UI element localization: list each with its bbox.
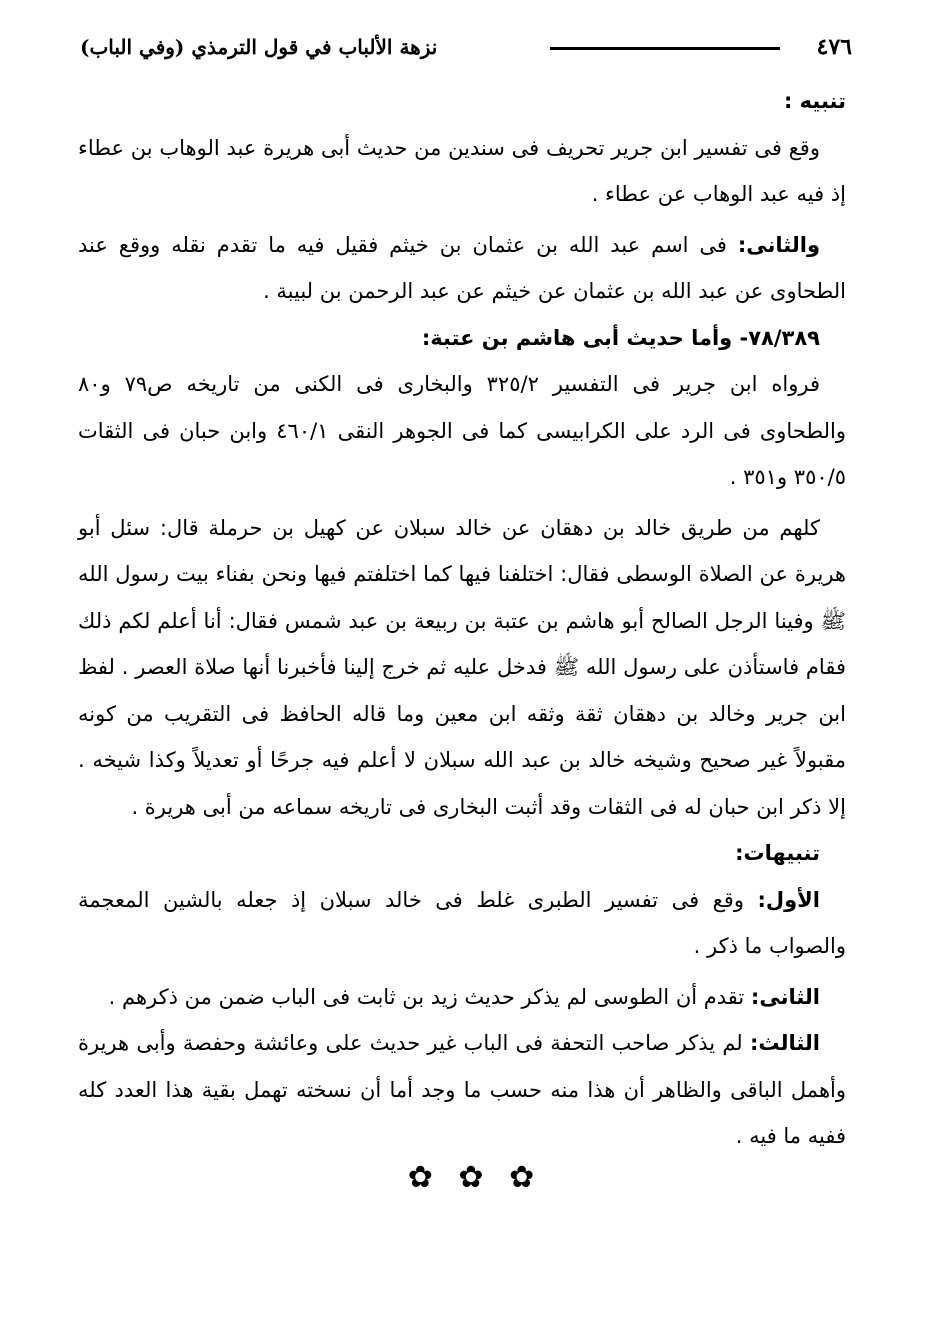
end-ornament: ✿ ✿ ✿ [407, 1160, 543, 1195]
tanbih-paragraph-1: وقع فى تفسير ابن جرير تحريف فى سندين من حديث أبى هريرة عبد الوهاب بن عطاء إذ فيه عبد الوهاب عن عطاء . [78, 135, 846, 206]
note-second-lead: الثانى: [750, 984, 820, 1009]
note-third [78, 1020, 846, 1160]
hadith-paragraph-2: كلهم من طريق خالد بن دهقان عن خالد سبلان عن كهيل بن حرملة قال: سئل أبو هريرة عن الصلاة الوسطى فقال: اختلفنا فيها كما اختلفتم فيها ونحن بفناء بيت رسول الله ﷺ وفينا الرجل الصالح أبو هاشم بن عتبة بن ربيعة بن عبد شمس فقال: أنا أعلم لكم ذلك فقام فاستأذن على رسول الله ﷺ فدخل عليه ثم خرج إلينا فأخبرنا أنها صلاة العصر . لفظ ابن جرير وخالد بن دهقان ثقة وثقه ابن معين وما قاله الحافظ فى التقريب من كونه مقبولاً غير صحيح وشيخه خالد بن عبد الله سبلان لا أعلم فيه جرحًا أو تعديلاً وكذا شيخه . إلا ذكر ابن حبان له فى الثقات وقد أثبت البخارى فى تاريخه سماعه من أبى هريرة . [78, 515, 846, 819]
note-second [78, 974, 846, 1021]
note-first-lead: الأول: [757, 887, 820, 912]
note-second-text: تقدم أن الطوسى لم يذكر حديث زيد بن ثابت فى الباب ضمن من ذكرهم . [108, 984, 751, 1009]
page-header [80, 30, 852, 66]
page-number: ٤٧٦ [816, 34, 852, 60]
note-third-lead: الثالث: [749, 1031, 820, 1055]
page-body [78, 78, 846, 1160]
note-third-text: لم يذكر صاحب التحفة فى الباب غير حديث على وعائشة وحفصة وأبى هريرة وأهمل الباقى والظاهر أن هذا منه حسب ما وجد أما أن نسخته تهمل بقية هذا العدد كله ففيه ما فيه . [78, 1031, 846, 1148]
tanbih-heading: تنبيه : [783, 89, 846, 113]
tanbih-paragraph-2 [78, 222, 846, 315]
hadith-paragraph-1: فرواه ابن جرير فى التفسير ٣٢٥/٢ والبخارى فى الكنى من تاريخه ص٧٩ و٨٠ والطحاوى فى الرد على الكرابيسى كما فى الجوهر النقى ٤٦٠/١ وابن حبان فى الثقات ٣٥٠/٥ و٣٥١ . [78, 372, 846, 489]
tanbih-paragraph-2-text: فى اسم عبد الله بن عثمان بن خيثم فقيل فيه ما تقدم نقله ووقع عند الطحاوى عن عبد الله بن عثمان عن خيثم عن عبد الرحمن بن لبيبة . [78, 232, 846, 303]
hadith-heading: ٧٨/٣٨٩- وأما حديث أبى هاشم بن عتبة: [421, 325, 820, 350]
note-first [78, 877, 846, 970]
tanbih-paragraph-2-lead: والثانى: [737, 232, 820, 257]
tanbihat-heading: تنبيهات: [735, 841, 820, 865]
header-rule [550, 47, 780, 50]
note-first-text: وقع فى تفسير الطبرى غلط فى خالد سبلان إذ جعله بالشين المعجمة والصواب ما ذكر . [78, 887, 846, 958]
running-title: نزهة الألباب في قول الترمذي (وفي الباب) [80, 35, 438, 59]
